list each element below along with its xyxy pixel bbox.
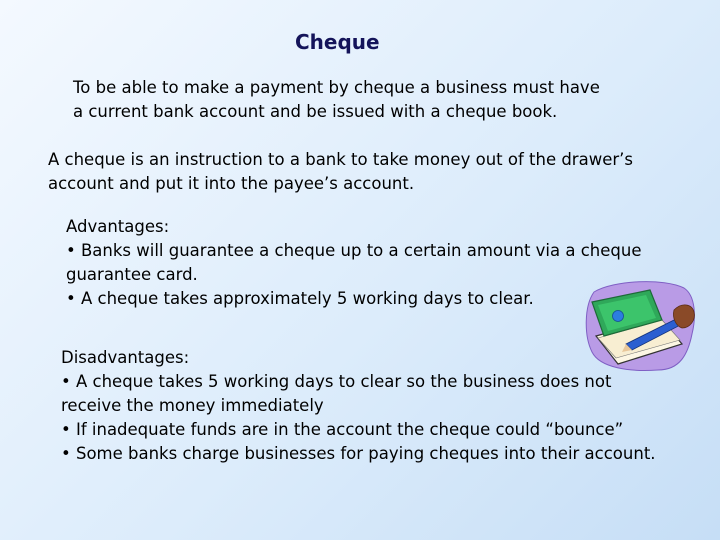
intro-paragraph	[73, 76, 600, 124]
disadvantages-heading: Disadvantages:	[61, 348, 190, 367]
disadvantage-item: • Some banks charge businesses for paying cheques into their account.	[61, 444, 656, 463]
disadvantage-item: • If inadequate funds are in the account the cheque could “bounce”	[61, 420, 624, 439]
definition-line: account and put it into the payee’s account.	[48, 174, 415, 193]
advantage-item: • Banks will guarantee a cheque up to a certain amount via a cheque	[66, 241, 642, 260]
slide-title: Cheque	[295, 30, 380, 54]
disadvantage-item-continued: receive the money immediately	[61, 396, 324, 415]
intro-line: To be able to make a payment by cheque a business must have	[73, 78, 600, 97]
advantages-list	[66, 215, 641, 311]
disadvantage-item: • A cheque takes 5 working days to clear so the business does not	[61, 372, 612, 391]
advantages-heading: Advantages:	[66, 217, 170, 236]
definition-paragraph	[48, 148, 633, 196]
advantage-item: • A cheque takes approximately 5 working days to clear.	[66, 289, 534, 308]
chequebook-and-pen-icon	[584, 278, 698, 374]
advantage-item-continued: guarantee card.	[66, 265, 198, 284]
definition-line: A cheque is an instruction to a bank to take money out of the drawer’s	[48, 150, 633, 169]
intro-line: a current bank account and be issued with a cheque book.	[73, 102, 558, 121]
disadvantages-list	[61, 346, 656, 466]
